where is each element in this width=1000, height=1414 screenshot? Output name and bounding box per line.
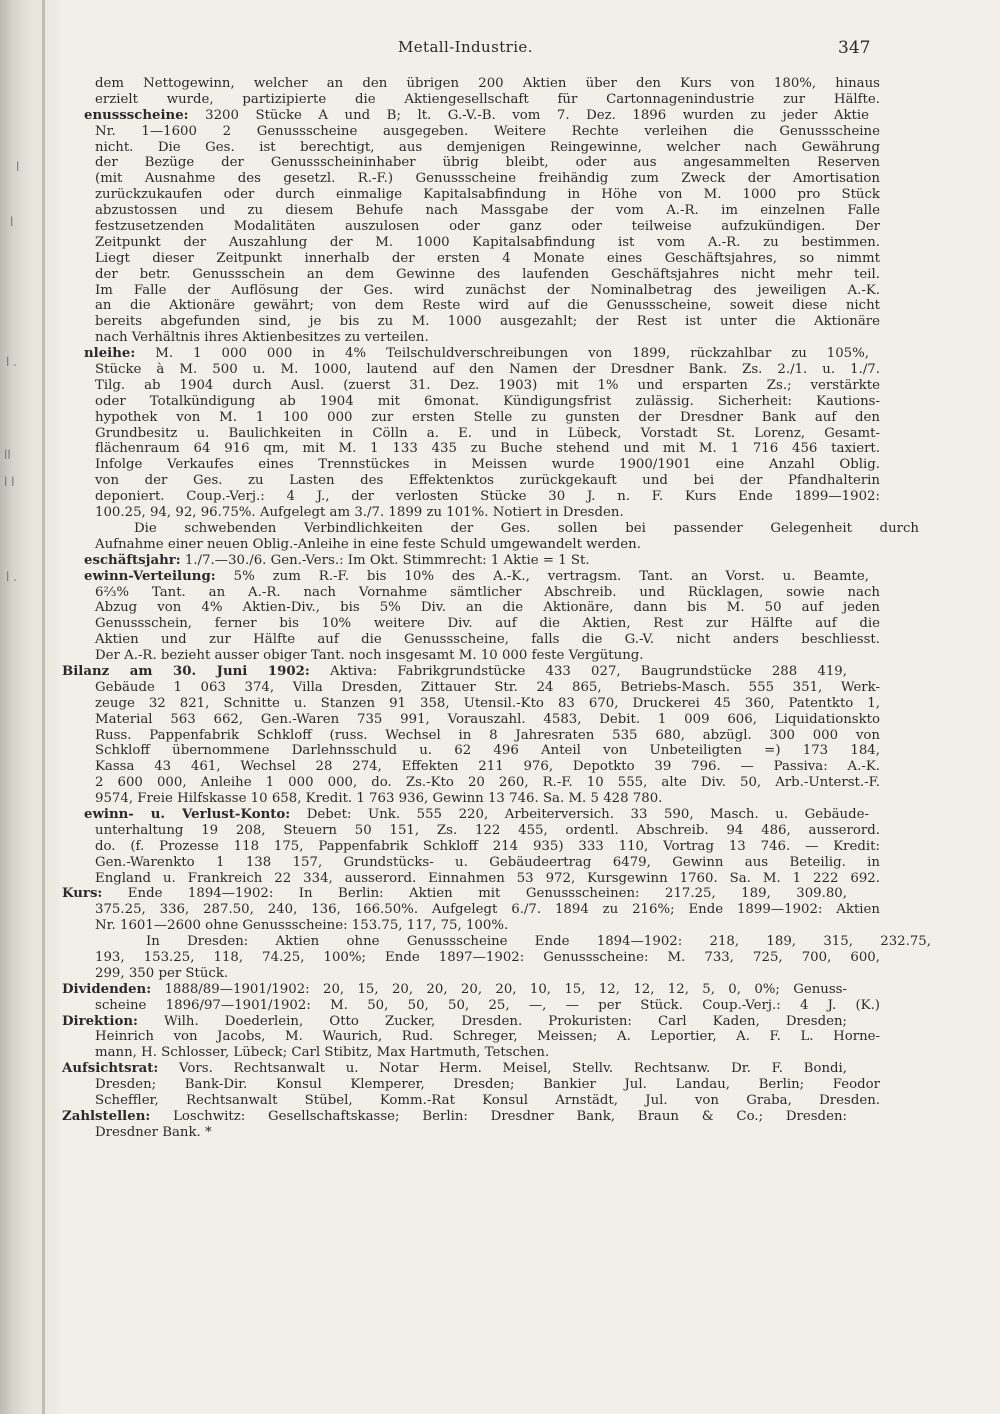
text-line	[0, 92, 1000, 108]
line-text: (mit Ausnahme des gesetzl. R.-F.) Genussscheine freihändig zum Zweck der Amortisation	[95, 171, 880, 187]
text-line	[0, 775, 1000, 791]
line-text: scheine 1896/97—1901/1902: M. 50, 50, 50, 25, —, — per Stück. Coup.-Verj.: 4 J. (K.)	[95, 997, 880, 1013]
line-text: nach Verhältnis ihres Aktienbesitzes zu verteilen.	[95, 330, 429, 346]
line-text: Abzug von 4% Aktien-Div., bis 5% Div. an die Aktionäre, dann bis M. 50 auf jeden	[95, 600, 880, 616]
text-line-content	[0, 585, 880, 601]
line-text: Grundbesitz u. Baulichkeiten in Cölln a. E. und in Lübeck, Vorstadt St. Lorenz, Gesamt-	[95, 425, 880, 441]
text-line	[0, 314, 1000, 330]
line-text: flächenraum 64 916 qm, mit M. 1 133 435 zu Buche stehend und mit M. 1 716 456 taxiert.	[95, 441, 880, 457]
text-line	[0, 441, 1000, 457]
line-text: Aktien und zur Hälfte auf die Genussscheine, falls die G.-V. nicht anders beschliesst.	[95, 632, 880, 648]
line-text: Aktiva: Fabrikgrundstücke 433 027, Baugrundstücke 288 419,	[329, 663, 847, 679]
margin-mark: l .	[6, 570, 17, 584]
text-line	[0, 728, 1000, 744]
text-line-content	[0, 712, 880, 728]
text-line	[0, 346, 1000, 362]
text-line-content	[0, 1029, 880, 1045]
page-header	[0, 38, 1000, 62]
text-line-content	[0, 982, 847, 998]
text-line-content	[0, 1045, 880, 1061]
line-text: dem Nettogewinn, welcher an den übrigen 200 Aktien über den Kurs von 180%, hinaus	[95, 76, 880, 91]
text-line-content	[0, 203, 880, 219]
text-line	[0, 1077, 1000, 1093]
text-line-content	[0, 171, 880, 187]
text-line-content	[0, 1077, 880, 1093]
text-line	[0, 203, 1000, 219]
text-line	[0, 473, 1000, 489]
text-line-content	[0, 998, 880, 1014]
line-text: Die schwebenden Verbindlichkeiten der Ges. sollen bei passender Gelegenheit durch	[134, 520, 919, 536]
text-line	[0, 235, 1000, 251]
text-line	[0, 600, 1000, 616]
line-text: 1./7.—30./6. Gen.-Vers.: Im Okt. Stimmrecht: 1 Aktie = 1 St.	[184, 552, 590, 568]
text-line-content	[0, 410, 880, 426]
line-text: der betr. Genussschein an dem Gewinne des laufenden Geschäftsjahres nicht mehr teil.	[95, 266, 880, 282]
text-line-content	[0, 902, 880, 918]
text-line	[0, 505, 1000, 521]
text-line-content	[0, 950, 880, 966]
text-line	[0, 632, 1000, 648]
text-line-content	[0, 426, 880, 442]
text-line	[0, 124, 1000, 140]
line-text: 2 600 000, Anleihe 1 000 000, do. Zs.-Kto 20 260, R.-F. 10 555, alte Div. 50, Arb.-Unterst.-F.	[95, 775, 880, 791]
line-text: Liegt dieser Zeitpunkt innerhalb der ersten 4 Monate eines Geschäftsjahres, so nimmt	[95, 250, 880, 266]
text-line-content	[0, 934, 931, 950]
line-text: Ende 1894—1902: In Berlin: Aktien mit Genussscheinen: 217.25, 189, 309.80,	[127, 886, 847, 902]
text-line-content	[0, 362, 880, 378]
text-line	[0, 108, 1000, 124]
text-line	[0, 998, 1000, 1014]
line-text: Debet: Unk. 555 220, Arbeiterversich. 33 590, Masch. u. Gebäude-	[306, 806, 869, 822]
text-line-content	[0, 648, 880, 664]
margin-mark: l l	[4, 475, 15, 489]
text-line	[0, 1093, 1000, 1109]
text-line	[0, 743, 1000, 759]
line-text: 1888/89—1901/1902: 20, 15, 20, 20, 20, 20, 10, 15, 12, 12, 12, 5, 0, 0%; Genuss-	[164, 981, 847, 997]
section-heading: enussscheine:	[84, 107, 189, 123]
text-line	[0, 489, 1000, 505]
text-line-content	[0, 600, 880, 616]
line-text: 3200 Stücke A und B; lt. G.-V.-B. vom 7. Dez. 1896 wurden zu jeder Aktie	[205, 107, 869, 123]
line-text: an die Aktionäre gewährt; von dem Reste wird auf die Genussscheine, soweit diese nicht	[95, 298, 880, 314]
text-line-content	[0, 521, 919, 537]
text-line	[0, 298, 1000, 314]
line-text: Infolge Verkaufes eines Trennstückes in Meissen wurde 1900/1901 eine Anzahl Oblig.	[95, 457, 880, 473]
line-text: Nr. 1—1600 2 Genussscheine ausgegeben. Weitere Rechte verleihen die Genussscheine	[95, 123, 880, 139]
section-heading: Aufsichtsrat:	[62, 1061, 159, 1077]
text-line	[0, 712, 1000, 728]
text-line	[0, 1061, 1000, 1077]
text-line	[0, 791, 1000, 807]
text-line	[0, 855, 1000, 871]
line-text: von der Ges. zu Lasten des Effektenktos zurückgekauft und bei der Pfandhalterin	[95, 473, 880, 489]
text-line	[0, 1045, 1000, 1061]
text-line	[0, 966, 1000, 982]
text-line	[0, 1029, 1000, 1045]
line-text: der Bezüge der Genussscheininhaber übrig bleibt, oder aus angesammelten Reserven	[95, 155, 880, 171]
line-text: Vors. Rechtsanwalt u. Notar Herm. Meisel, Stellv. Rechtsanw. Dr. F. Bondi,	[179, 1061, 848, 1077]
section-heading: Bilanz am 30. Juni 1902:	[62, 663, 310, 679]
text-line	[0, 886, 1000, 902]
text-line-content	[0, 823, 880, 839]
text-line-content	[0, 314, 880, 330]
text-line	[0, 1109, 1000, 1125]
text-line	[0, 426, 1000, 442]
margin-mark: l	[16, 160, 20, 174]
text-line	[0, 823, 1000, 839]
text-line-content	[0, 1014, 847, 1030]
line-text: Loschwitz: Gesellschaftskasse; Berlin: Dresdner Bank, Braun & Co.; Dresden:	[173, 1108, 847, 1124]
line-text: nicht. Die Ges. ist berechtigt, aus demjenigen Reingewinne, welcher nach Gewährung	[95, 139, 880, 155]
text-line-content	[0, 378, 880, 394]
line-text: bereits abgefunden sind, je bis zu M. 1000 ausgezahlt; der Rest ist unter die Aktionäre	[95, 314, 880, 330]
line-text: Im Falle der Auflösung der Ges. wird zunächst der Nominalbetrag des jeweiligen A.-K.	[95, 282, 880, 298]
section-heading: Direktion:	[62, 1013, 138, 1029]
text-line	[0, 553, 1000, 569]
text-line-content	[0, 489, 880, 505]
line-text: Gebäude 1 063 374, Villa Dresden, Zittauer Str. 24 865, Betriebs-Masch. 555 351, Werk-	[95, 679, 880, 695]
text-line	[0, 680, 1000, 696]
text-line	[0, 171, 1000, 187]
text-line	[0, 267, 1000, 283]
line-text: 375.25, 336, 287.50, 240, 136, 166.50%. Aufgelegt 6./7. 1894 zu 216%; Ende 1899—1902: Aktien	[95, 902, 880, 918]
text-line-content	[0, 473, 880, 489]
text-line	[0, 155, 1000, 171]
line-text: Heinrich von Jacobs, M. Waurich, Rud. Schreger, Meissen; A. Leportier, A. F. L. Horne-	[95, 1029, 880, 1045]
text-line-content	[0, 791, 880, 807]
text-line-content	[0, 441, 880, 457]
text-line	[0, 283, 1000, 299]
text-line	[0, 982, 1000, 998]
section-heading: Zahlstellen:	[62, 1108, 151, 1124]
line-text: erzielt wurde, partizipierte die Aktiengesellschaft für Cartonnagenindustrie zur Hälfte.	[95, 91, 880, 107]
text-line-content	[0, 1093, 880, 1109]
text-line-content	[0, 1061, 847, 1077]
line-text: In Dresden: Aktien ohne Genussscheine Ende 1894—1902: 218, 189, 315, 232.75,	[146, 934, 931, 950]
text-line	[0, 918, 1000, 934]
text-line-content	[0, 775, 880, 791]
text-line-content	[0, 966, 880, 982]
line-text: 5% zum R.-F. bis 10% des A.-K., vertragsm. Tant. an Vorst. u. Beamte,	[233, 568, 869, 584]
line-text: 100.25, 94, 92, 96.75%. Aufgelegt am 3./7. 1899 zu 101%. Notiert in Dresden.	[95, 505, 624, 521]
line-text: Wilh. Doederlein, Otto Zucker, Dresden. Prokuristen: Carl Kaden, Dresden;	[163, 1013, 847, 1029]
line-text: 299, 350 per Stück.	[95, 965, 229, 981]
text-line	[0, 537, 1000, 553]
text-line	[0, 1014, 1000, 1030]
section-heading: ewinn-Verteilung:	[84, 568, 216, 584]
line-text: deponiert. Coup.-Verj.: 4 J., der verlosten Stücke 30 J. n. F. Kurs Ende 1899—1902:	[95, 489, 880, 505]
text-line	[0, 410, 1000, 426]
line-text: Stücke à M. 500 u. M. 1000, lautend auf den Namen der Dresdner Bank. Zs. 2./1. u. 1./7.	[95, 362, 880, 378]
line-text: Nr. 1601—2600 ohne Genussscheine: 153.75, 117, 75, 100%.	[95, 918, 509, 934]
line-text: Dresdner Bank. *	[95, 1124, 212, 1140]
text-line-content	[0, 553, 869, 569]
text-line-content	[0, 680, 880, 696]
text-line-content	[0, 839, 880, 855]
line-text: 6⅔% Tant. an A.-R. nach Vornahme sämtlicher Abschreib. und Rücklagen, sowie nach	[95, 584, 880, 600]
text-line-content	[0, 330, 880, 346]
text-line-content	[0, 664, 847, 680]
body-text	[0, 76, 1000, 1141]
text-line	[0, 394, 1000, 410]
line-text: 9574, Freie Hilfskasse 10 658, Kredit. 1 763 936, Gewinn 13 746. Sa. M. 5 428 780.	[95, 791, 663, 807]
text-line	[0, 1125, 1000, 1141]
text-line-content	[0, 187, 880, 203]
line-text: oder Totalkündigung ab 1904 mit 6monat. Kündigungsfrist zulässig. Sicherheit: Kautions-	[95, 393, 880, 409]
text-line-content	[0, 140, 880, 156]
text-line-content	[0, 219, 880, 235]
text-line-content	[0, 346, 869, 362]
text-line-content	[0, 743, 880, 759]
text-line	[0, 569, 1000, 585]
margin-mark: l	[10, 215, 14, 229]
text-line	[0, 839, 1000, 855]
line-text: hypothek von M. 1 100 000 zur ersten Stelle zu gunsten der Dresdner Bank auf den	[95, 409, 880, 425]
text-line-content	[0, 632, 880, 648]
text-line-content	[0, 283, 880, 299]
text-line	[0, 76, 1000, 92]
text-line	[0, 378, 1000, 394]
text-line-content	[0, 1125, 880, 1141]
line-text: abzustossen und zu diesem Behufe nach Massgabe der vom A.-R. im einzelnen Falle	[95, 203, 880, 219]
line-text: mann, H. Schlosser, Lübeck; Carl Stibitz, Max Hartmuth, Tetschen.	[95, 1045, 550, 1061]
text-line	[0, 362, 1000, 378]
page-number: 347	[838, 38, 871, 58]
text-line-content	[0, 759, 880, 775]
text-line-content	[0, 616, 880, 632]
text-line-content	[0, 76, 880, 92]
text-line-content	[0, 92, 880, 108]
line-text: do. (f. Prozesse 118 175, Pappenfabrik Schkloff 214 935) 333 110, Vortrag 13 746. — Kredit:	[95, 838, 880, 854]
text-line	[0, 759, 1000, 775]
text-line-content	[0, 505, 880, 521]
line-text: 193, 153.25, 118, 74.25, 100%; Ende 1897—1902: Genussscheine: M. 733, 725, 700, 600,	[95, 949, 880, 965]
line-text: England u. Frankreich 22 334, ausserord. Einnahmen 53 972, Kursgewinn 1760. Sa. M. 1 222 692.	[95, 870, 880, 886]
margin-mark: ll	[4, 448, 11, 462]
text-line	[0, 140, 1000, 156]
text-line	[0, 251, 1000, 267]
section-heading: eschäftsjahr:	[84, 552, 181, 568]
text-line	[0, 871, 1000, 887]
line-text: unterhaltung 19 208, Steuern 50 151, Zs. 122 455, ordentl. Abschreib. 94 486, ausserord.	[95, 822, 880, 838]
text-line	[0, 696, 1000, 712]
text-line	[0, 648, 1000, 664]
line-text: Genussschein, ferner bis 10% weitere Div. auf die Aktien, Rest zur Hälfte auf die	[95, 616, 880, 632]
text-line	[0, 521, 1000, 537]
text-line	[0, 664, 1000, 680]
text-line-content	[0, 235, 880, 251]
text-line	[0, 330, 1000, 346]
line-text: Dresden; Bank-Dir. Konsul Klemperer, Dresden; Bankier Jul. Landau, Berlin; Feodor	[95, 1077, 880, 1093]
line-text: Russ. Pappenfabrik Schkloff (russ. Wechsel in 8 Jahresraten 535 680, abzügl. 300 000 von	[95, 727, 880, 743]
section-heading: ewinn- u. Verlust-Konto:	[84, 806, 291, 822]
text-line-content	[0, 394, 880, 410]
line-text: M. 1 000 000 in 4% Teilschuldverschreibungen von 1899, rückzahlbar zu 105%,	[155, 346, 869, 362]
line-text: Scheffler, Rechtsanwalt Stübel, Komm.-Rat Konsul Arnstädt, Jul. von Graba, Dresden.	[95, 1093, 880, 1108]
text-line	[0, 902, 1000, 918]
text-line	[0, 585, 1000, 601]
text-line-content	[0, 251, 880, 267]
text-line-content	[0, 728, 880, 744]
section-heading: Kurs:	[62, 886, 103, 902]
text-line-content	[0, 267, 880, 283]
line-text: Aufnahme einer neuen Oblig.-Anleihe in eine feste Schuld umgewandelt werden.	[95, 536, 641, 552]
text-line-content	[0, 298, 880, 314]
text-line-content	[0, 155, 880, 171]
running-title: Metall-Industrie.	[398, 38, 533, 56]
text-line-content	[0, 537, 880, 553]
text-line-content	[0, 1109, 847, 1125]
line-text: Tilg. ab 1904 durch Ausl. (zuerst 31. Dez. 1903) mit 1% und ersparten Zs.; verstärkte	[95, 377, 880, 393]
text-line-content	[0, 855, 880, 871]
text-line	[0, 187, 1000, 203]
line-text: zurückzukaufen oder durch einmalige Kapitalsabfindung in Höhe von M. 1000 pro Stück	[95, 187, 880, 203]
line-text: Gen.-Warenkto 1 138 157, Grundstücks- u. Gebäudeertrag 6479, Gewinn aus Beteilig. in	[95, 854, 880, 870]
line-text: Zeitpunkt der Auszahlung der M. 1000 Kapitalsabfindung ist vom A.-R. zu bestimmen.	[95, 234, 880, 250]
section-heading: nleihe:	[84, 346, 136, 362]
line-text: Schkloff übernommene Darlehnsschuld u. 62 496 Anteil von Unbeteiligten =) 173 184,	[95, 743, 880, 759]
text-line-content	[0, 696, 880, 712]
text-line	[0, 457, 1000, 473]
text-line	[0, 807, 1000, 823]
margin-mark: l .	[6, 355, 17, 369]
text-line	[0, 950, 1000, 966]
text-line-content	[0, 124, 880, 140]
text-line-content	[0, 457, 880, 473]
text-line-content	[0, 108, 869, 124]
line-text: Kassa 43 461, Wechsel 28 274, Effekten 211 976, Depotkto 39 796. — Passiva: A.-K.	[95, 759, 880, 775]
text-line-content	[0, 807, 869, 823]
line-text: festzusetzenden Modalitäten auszulosen oder ganz oder teilweise aufzukündigen. Der	[95, 219, 880, 235]
line-text: Der A.-R. bezieht ausser obiger Tant. noch insgesamt M. 10 000 feste Vergütung.	[95, 648, 644, 664]
text-line	[0, 616, 1000, 632]
section-heading: Dividenden:	[62, 981, 152, 997]
text-line-content	[0, 918, 880, 934]
text-line-content	[0, 569, 869, 585]
line-text: zeuge 32 821, Schnitte u. Stanzen 91 358, Utensil.-Kto 83 670, Druckerei 45 360, Patentkto 1,	[95, 695, 880, 711]
text-line	[0, 219, 1000, 235]
text-line	[0, 934, 1000, 950]
text-line-content	[0, 886, 847, 902]
text-line-content	[0, 871, 880, 887]
line-text: Material 563 662, Gen.-Waren 735 991, Vorauszahl. 4583, Debit. 1 009 606, Liquidationskto	[95, 711, 880, 727]
